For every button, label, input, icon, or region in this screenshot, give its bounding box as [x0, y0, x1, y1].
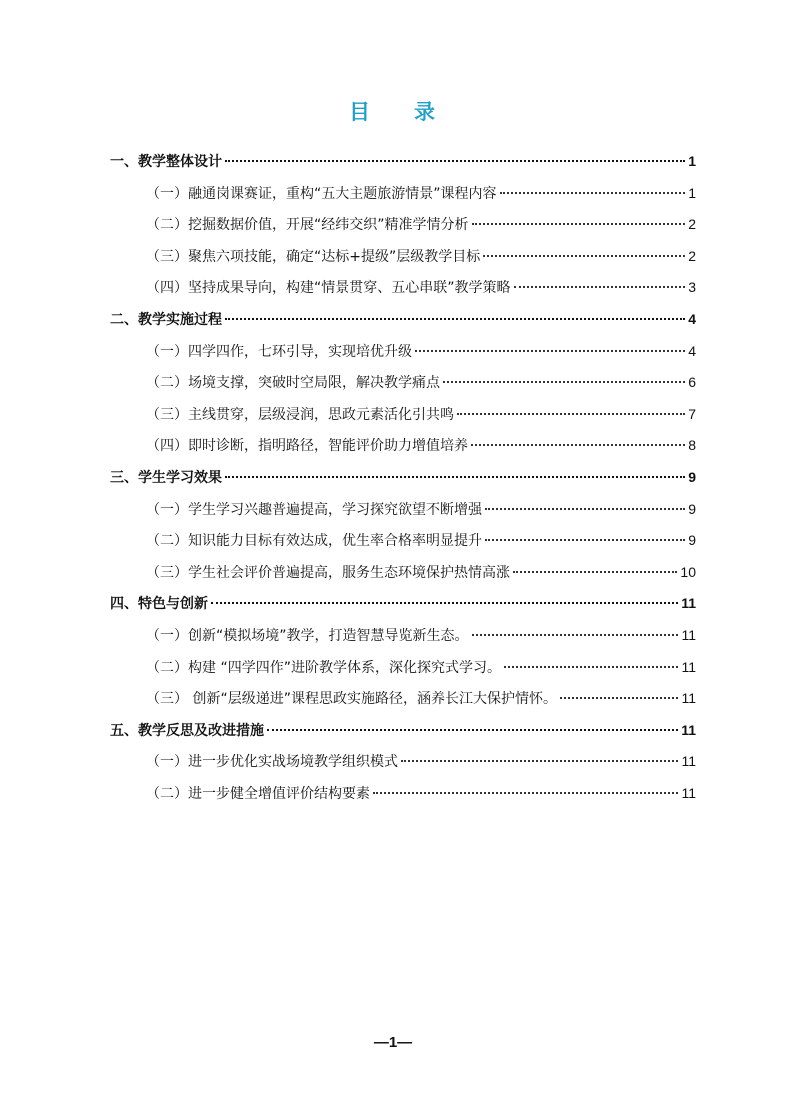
dot-leader [472, 634, 679, 636]
page-footer-number: —1— [373, 1034, 413, 1051]
dot-leader [500, 192, 686, 194]
toc-subsection-entry[interactable] [110, 399, 696, 431]
toc-page-number: 3 [688, 279, 696, 296]
dot-leader [373, 792, 678, 794]
toc-entry-text: 二、教学实施过程 [110, 311, 222, 328]
dot-leader [483, 255, 685, 257]
toc-entry-text: （一）四学四作，七环引导，实现培优升级 [146, 343, 412, 360]
toc-page-number: 11 [681, 721, 696, 738]
dot-leader [485, 539, 685, 541]
toc-page-number: 8 [688, 437, 696, 454]
toc-subsection-entry[interactable] [110, 683, 696, 715]
toc-page-number: 11 [681, 784, 696, 801]
toc-subsection-entry[interactable] [110, 652, 696, 684]
dot-leader [514, 286, 686, 288]
dot-leader [513, 571, 677, 573]
toc-entry-text: （一）进一步优化实战场境教学组织模式 [146, 754, 398, 771]
toc-subsection-entry[interactable] [110, 620, 696, 652]
toc-page-number: 10 [680, 563, 696, 580]
toc-entry-text: 一、教学整体设计 [110, 154, 222, 170]
toc-page-number: 4 [688, 310, 696, 327]
toc-subsection-entry[interactable] [110, 557, 696, 589]
dot-leader [457, 413, 685, 415]
toc-subsection-entry[interactable] [110, 272, 696, 304]
toc-page-number: 2 [688, 216, 696, 233]
toc-entry-text: （三）学生社会评价普遍提高，服务生态环境保护热情高涨 [146, 564, 510, 581]
dot-leader [443, 381, 685, 383]
toc-subsection-entry[interactable] [110, 525, 696, 557]
toc-entry-text: （三） 创新“层级递进”课程思政实施路径，涵养长江大保护情怀。 [146, 691, 557, 708]
dot-leader [415, 350, 685, 352]
toc-subsection-entry[interactable] [110, 178, 696, 210]
toc-entry-text: （一）学生学习兴趣普遍提高，学习探究欲望不断增强 [146, 501, 482, 518]
toc-page-number: 6 [688, 374, 696, 391]
dot-leader [504, 666, 678, 668]
toc-subsection-entry[interactable] [110, 778, 696, 810]
toc-page-number: 4 [688, 342, 696, 359]
toc-section-entry[interactable] [110, 462, 696, 494]
toc-entry-text: （四）即时诊断，指明路径，智能评价助力增值培养 [146, 438, 468, 455]
title-char-1: 目 [349, 100, 372, 124]
toc-entry-text: （二）进一步健全增值评价结构要素 [146, 785, 370, 802]
dot-leader [560, 697, 678, 699]
toc-subsection-entry[interactable] [110, 367, 696, 399]
toc-subsection-entry[interactable] [110, 336, 696, 368]
dot-leader [225, 318, 685, 320]
toc-entry-text: 五、教学反思及改进措施 [110, 722, 264, 739]
dot-leader [225, 476, 685, 478]
toc-entry-text: 三、学生学习效果 [110, 469, 222, 486]
dot-leader [485, 508, 685, 510]
toc-entry-text: （二）知识能力目标有效达成，优生率合格率明显提升 [146, 533, 482, 550]
toc-page-number: 11 [681, 595, 696, 612]
dot-leader [401, 760, 678, 762]
dot-leader [472, 223, 686, 225]
toc-page-number: 1 [688, 184, 696, 201]
toc-subsection-entry[interactable] [110, 430, 696, 462]
toc-page-number: 9 [688, 468, 696, 485]
toc-entry-text: （二）场境支撑，突破时空局限，解决教学痛点 [146, 375, 440, 392]
title-char-2: 录 [414, 100, 437, 124]
toc-page-number: 11 [681, 658, 696, 675]
toc-page-number: 9 [688, 532, 696, 549]
toc-page-number: 2 [688, 247, 696, 264]
toc-entry-text: （二）挖掘数据价值，开展“经纬交织”精准学情分析 [146, 217, 469, 234]
toc-subsection-entry[interactable] [110, 494, 696, 526]
toc-entry-text: （一）创新“模拟场境”教学，打造智慧导览新生态。 [146, 627, 469, 644]
toc-page-number: 7 [688, 405, 696, 422]
toc-section-entry[interactable] [110, 304, 696, 336]
toc-page-number: 11 [681, 626, 696, 643]
dot-leader [267, 729, 678, 731]
toc-entry-text: （三）聚焦六项技能，确定“达标+提级”层级教学目标 [146, 248, 481, 265]
dot-leader [211, 602, 678, 604]
dot-leader [225, 160, 685, 162]
toc-page-number: 11 [681, 690, 696, 707]
toc-page-number: 1 [688, 153, 696, 169]
toc-section-entry[interactable] [110, 146, 696, 178]
toc-subsection-entry[interactable] [110, 746, 696, 778]
toc-entry-text: （四）坚持成果导向，构建“情景贯穿、五心串联”教学策略 [146, 280, 511, 297]
toc-entry-text: （一）融通岗课赛证，重构“五大主题旅游情景”课程内容 [146, 185, 497, 202]
toc-subsection-entry[interactable] [110, 209, 696, 241]
toc-page-number: 11 [681, 753, 696, 770]
toc-section-entry[interactable] [110, 588, 696, 620]
toc-subsection-entry[interactable] [110, 241, 696, 273]
toc-section-entry[interactable] [110, 715, 696, 747]
table-of-contents [110, 146, 696, 809]
toc-page-number: 9 [688, 500, 696, 517]
dot-leader [471, 444, 685, 446]
page-title [0, 96, 786, 126]
toc-entry-text: 四、特色与创新 [110, 596, 208, 613]
toc-entry-text: （二）构建 “四学四作”进阶教学体系，深化探究式学习。 [146, 659, 501, 676]
toc-entry-text: （三）主线贯穿，层级浸润，思政元素活化引共鸣 [146, 406, 454, 423]
